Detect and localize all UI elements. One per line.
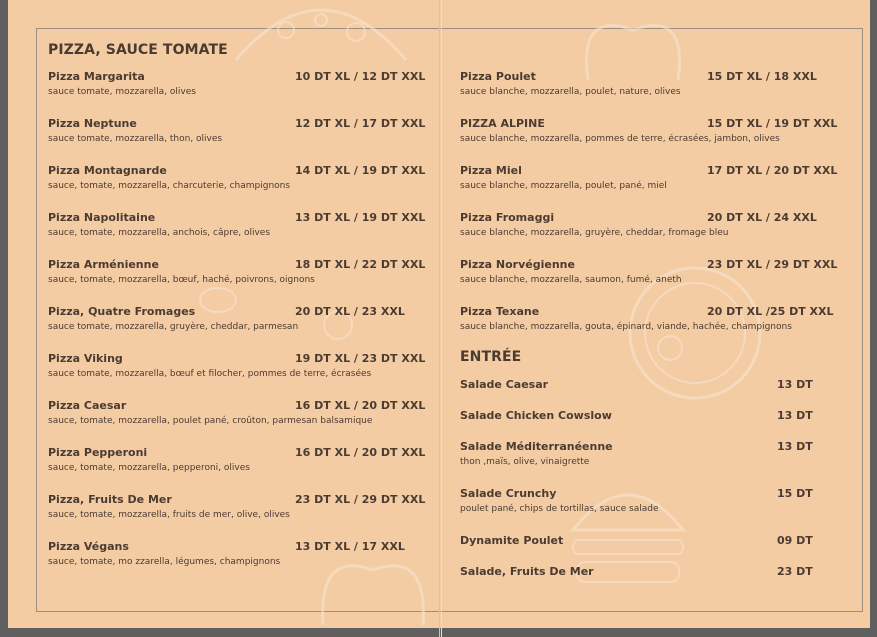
menu-item-price: 12 DT XL / 17 DT XXL [295, 117, 426, 130]
entree-item-price: 09 DT [777, 534, 813, 547]
menu-item-name: Pizza Pepperoni [48, 446, 148, 459]
menu-item-description: sauce blanche, mozzarella, poulet, pané, miel [460, 181, 667, 191]
menu-item-name: Pizza Miel [460, 164, 522, 177]
menu-item-price: 20 DT XL /25 DT XXL [707, 305, 834, 318]
entree-item-name: Dynamite Poulet [460, 534, 564, 547]
pizza-doodle-top [226, 0, 416, 70]
menu-item-name: Pizza Poulet [460, 70, 536, 83]
entree-item-name: Salade Méditerranéenne [460, 440, 613, 453]
menu-item-price: 20 DT XL / 23 XXL [295, 305, 405, 318]
entree-item-price: 13 DT [777, 409, 813, 422]
burger-doodle [563, 470, 693, 600]
menu-item-name: Pizza Arménienne [48, 258, 159, 271]
menu-item-description: sauce blanche, mozzarella, saumon, fumé, aneth [460, 275, 682, 285]
menu-item-price: 20 DT XL / 24 XXL [707, 211, 817, 224]
menu-item-price: 14 DT XL / 19 DT XXL [295, 164, 426, 177]
menu-item-name: Pizza Neptune [48, 117, 137, 130]
entree-item-name: Salade Chicken Cowslow [460, 409, 612, 422]
menu-item-name: Pizza Montagnarde [48, 164, 167, 177]
entree-item-description: poulet pané, chips de tortillas, sauce salade [460, 504, 659, 514]
section-title-pizza-tomate: PIZZA, SAUCE TOMATE [48, 42, 228, 58]
menu-item-description: sauce blanche, mozzarella, gruyère, cheddar, fromage bleu [460, 228, 729, 238]
menu-item-name: Pizza Fromaggi [460, 211, 555, 224]
menu-item-price: 13 DT XL / 19 DT XXL [295, 211, 426, 224]
menu-item-description: sauce blanche, mozzarella, gouta, épinard, viande, hachée, champignons [460, 322, 792, 332]
entree-item-name: Salade Crunchy [460, 487, 557, 500]
menu-item-description: sauce blanche, mozzarella, poulet, nature, olives [460, 87, 681, 97]
menu-item-description: sauce blanche, mozzarella, pommes de terre, écrasées, jambon, olives [460, 134, 780, 144]
menu-item-name: Pizza, Fruits De Mer [48, 493, 172, 506]
menu-item-name: Pizza Napolitaine [48, 211, 156, 224]
menu-item-description: sauce tomate, mozzarella, gruyère, cheddar, parmesan [48, 322, 299, 332]
menu-item-description: sauce, tomate, mozzarella, charcuterie, champignons [48, 181, 291, 191]
guide-line [441, 0, 442, 637]
entree-item-price: 15 DT [777, 487, 813, 500]
entree-item-price: 23 DT [777, 565, 813, 578]
menu-item-name: Pizza Texane [460, 305, 540, 318]
pretzel-doodle-top-right [568, 0, 698, 90]
menu-item-description: sauce, tomate, mozzarella, fruits de mer, olive, olives [48, 510, 290, 520]
guide-line [439, 0, 440, 637]
menu-item-price: 23 DT XL / 29 DT XXL [295, 493, 426, 506]
entree-item-price: 13 DT [777, 378, 813, 391]
menu-item-name: PIZZA ALPINE [460, 117, 545, 130]
menu-item-description: sauce tomate, mozzarella, thon, olives [48, 134, 223, 144]
menu-item-price: 19 DT XL / 23 DT XXL [295, 352, 426, 365]
menu-item-description: sauce, tomate, mozzarella, poulet pané, croûton, parmesan balsamique [48, 416, 373, 426]
menu-item-description: sauce, tomate, mozzarella, anchois, câpre, olives [48, 228, 271, 238]
menu-item-price: 23 DT XL / 29 DT XXL [707, 258, 838, 271]
menu-item-name: Pizza Margarita [48, 70, 145, 83]
menu-item-price: 16 DT XL / 20 DT XXL [295, 446, 426, 459]
menu-item-description: sauce, tomate, mo zzarella, légumes, champignons [48, 557, 281, 567]
menu-item-price: 16 DT XL / 20 DT XXL [295, 399, 426, 412]
menu-item-name: Pizza Végans [48, 540, 129, 553]
menu-item-description: sauce tomate, mozzarella, olives [48, 87, 196, 97]
menu-item-price: 17 DT XL / 20 DT XXL [707, 164, 838, 177]
menu-item-name: Pizza Norvégienne [460, 258, 575, 271]
entree-item-price: 13 DT [777, 440, 813, 453]
menu-item-price: 10 DT XL / 12 DT XXL [295, 70, 426, 83]
menu-item-price: 15 DT XL / 18 XXL [707, 70, 817, 83]
menu-item-price: 13 DT XL / 17 XXL [295, 540, 405, 553]
section-title-entree: ENTRÉE [460, 349, 522, 365]
entree-item-name: Salade, Fruits De Mer [460, 565, 594, 578]
entree-item-name: Salade Caesar [460, 378, 549, 391]
menu-item-price: 18 DT XL / 22 DT XXL [295, 258, 426, 271]
menu-item-description: sauce tomate, mozzarella, bœuf et filocher, pommes de terre, écrasées [48, 369, 372, 379]
entree-item-description: thon ,maïs, olive, vinaigrette [460, 457, 590, 467]
menu-item-description: sauce, tomate, mozzarella, bœuf, haché, poivrons, oignons [48, 275, 315, 285]
menu-item-name: Pizza Caesar [48, 399, 127, 412]
menu-item-name: Pizza Viking [48, 352, 123, 365]
menu-item-price: 15 DT XL / 19 DT XXL [707, 117, 838, 130]
menu-item-description: sauce, tomate, mozzarella, pepperoni, olives [48, 463, 250, 473]
menu-item-name: Pizza, Quatre Fromages [48, 305, 196, 318]
